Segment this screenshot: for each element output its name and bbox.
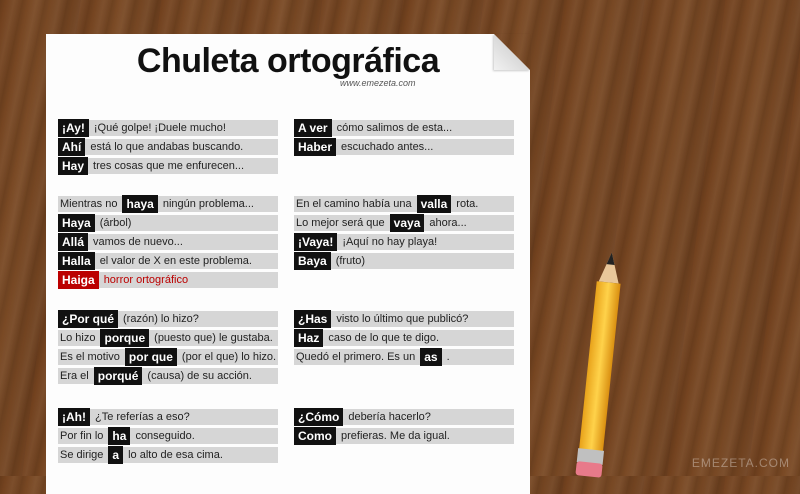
rule-row [58,447,278,463]
example-text: ¿Te referías a eso? [95,411,190,423]
example-text: caso de lo que te digo. [328,332,440,344]
rule-row [58,272,278,288]
rule-row [58,311,278,327]
example-text: (árbol) [99,217,132,229]
example-text: Lo hizo [60,332,96,344]
keyword-highlight: ha [108,427,130,445]
rule-row [294,234,514,250]
example-text: Lo mejor será que [296,217,385,229]
example-text: prefieras. Me da igual. [341,430,450,442]
example-text: (causa) de su acción. [147,370,252,382]
example-text: lo alto de esa cima. [128,449,223,461]
keyword-highlight: Haber [294,138,336,156]
watermark: EMEZETA.COM [691,456,790,470]
keyword-highlight: a [108,446,123,464]
keyword-highlight: Haz [294,329,323,347]
keyword-highlight: Ahí [58,138,85,156]
rule-row [294,196,514,212]
rule-row [294,139,514,155]
rule-row [58,253,278,269]
example-text: visto lo último que publicó? [336,313,469,325]
rule-row [294,349,514,365]
example-text: Se dirige [60,449,104,461]
example-text: (por el que) lo hizo. [181,351,277,363]
keyword-highlight: vaya [390,214,425,232]
pencil-icon [560,250,640,480]
rule-row [58,215,278,231]
keyword-highlight: as [420,348,441,366]
rule-row [294,120,514,136]
example-text: rota. [456,198,479,210]
keyword-highlight: haya [122,195,157,213]
example-text: el valor de X en este problema. [99,255,252,267]
rule-row [58,120,278,136]
site-url: www.emezeta.com [340,78,416,88]
rule-row [294,330,514,346]
rule-row [58,368,278,384]
keyword-highlight: A ver [294,119,332,137]
rule-row [58,349,278,365]
rule-row [58,330,278,346]
rule-row [294,409,514,425]
keyword-highlight: Halla [58,252,95,270]
example-text: Era el [60,370,89,382]
keyword-highlight: Como [294,427,336,445]
keyword-highlight: ¡Vaya! [294,233,337,251]
keyword-highlight: ¡Ah! [58,408,90,426]
page-title: Chuleta ortográfica [136,42,440,80]
example-text: ahora... [429,217,467,229]
rule-row [58,139,278,155]
example-text: ¡Aquí no hay playa! [342,236,438,248]
example-text: escuchado antes... [341,141,434,153]
example-text: Es el motivo [60,351,120,363]
rule-row [58,234,278,250]
rule-row [58,196,278,212]
keyword-highlight: Haya [58,214,95,232]
rule-row [58,158,278,174]
keyword-highlight: Allá [58,233,88,251]
keyword-highlight: porqué [94,367,143,385]
keyword-highlight: valla [417,195,452,213]
example-text: En el camino había una [296,198,412,210]
example-text: (fruto) [335,255,366,267]
keyword-highlight: ¿Has [294,310,331,328]
example-text: vamos de nuevo... [93,236,183,248]
rule-row [294,215,514,231]
example-text: debería hacerlo? [348,411,431,423]
example-text: horror ortográfico [103,274,189,286]
example-text: cómo salimos de esta... [336,122,453,134]
example-text: ningún problema... [162,198,254,210]
keyword-highlight: ¿Cómo [294,408,343,426]
example-text: Mientras no [60,198,118,210]
rule-row [294,428,514,444]
rule-row [294,253,514,269]
example-text: Quedó el primero. Es un [296,351,416,363]
rule-row [58,428,278,444]
keyword-highlight: Baya [294,252,331,270]
example-text: (puesto que) le gustaba. [154,332,273,344]
example-text: está lo que andabas buscando. [90,141,244,153]
example-text: ¡Qué golpe! ¡Duele mucho! [93,122,226,134]
rule-row [58,409,278,425]
keyword-highlight: Haiga [58,271,99,289]
keyword-highlight: porque [100,329,149,347]
keyword-highlight: ¡Ay! [58,119,89,137]
example-text: tres cosas que me enfurecen... [93,160,245,172]
example-text: . [446,351,450,363]
example-text: Por fin lo [60,430,104,442]
keyword-highlight: ¿Por qué [58,310,118,328]
keyword-highlight: Hay [58,157,88,175]
keyword-highlight: por que [125,348,177,366]
example-text: conseguido. [135,430,195,442]
example-text: (razón) lo hizo? [123,313,199,325]
rule-row [294,311,514,327]
